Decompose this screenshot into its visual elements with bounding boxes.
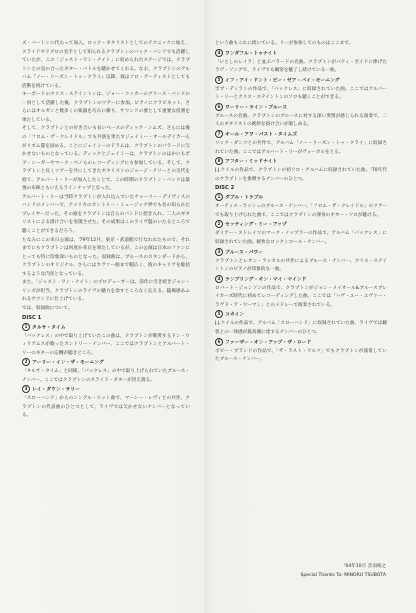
body-paragraph: 「バックレス」の中で取り上げていたこの曲は、クラプトンが敬愛するドン・ウィリアムスが歌ったカントリー・ナンバー。ここではクラプトンとアルバート・リーのギターの応酬が聴きどころ。 [22,333,190,356]
left-column [22,40,190,421]
body-paragraph: ズ・バートンに代わって加入。ロック・ギタリストとしてのテクニックに加え、スライドやドブロの名手として知られるクラプトンのバック・バンドでも活躍していたが、この「ジャスト・ワン・ナイト」に収められたステージでは、クラプトンとの息の合ったギター・バトルを聴かせてくれる。なお、クラプトンのアルバム『ノー・リーズン・トゥ・クライ』以降、彼はソロ・アーティストとしても活動を続けている。 [22,41,190,89]
body-paragraph: 「いとしのレイラ」と並ぶバラードの名曲。クラプトンがパティ・ボイドに捧げたラヴ・ソングで、ライヴでも観客を魅了し続けている一曲。 [215,59,387,74]
track-title-text: ランブリング・オン・マイ・マインド [225,277,307,283]
track-title [215,310,387,320]
body-paragraph: オーティス・ラッシュのブルース・ナンバー。「フロム・ザ・クレイドル」のツアーでも取り上げられた曲で、ここではクラプトンの渾身のギター・ソロが聴ける。 [215,204,387,218]
track-number: 1 [22,323,30,331]
track-number: 4 [215,49,223,57]
track-number: 3 [215,248,223,256]
track-title [215,275,387,285]
track-title [22,358,190,368]
body-paragraph: 「スローハンド」からのシングル・ヒット曲で、マーシー・レヴィとの共作。クラプトンの代表曲のひとつとして、ライヴでは欠かせないナンバーとなっている。 [22,396,190,419]
track-number: 7 [215,130,223,138]
body-paragraph: リック・ダンコとの共作で、アルバム「ノー・リーズン・トゥ・クライ」に収録されていた曲。ここではアルバート・リーがヴォーカルをとる。 [215,141,387,155]
track-title [215,220,387,230]
body-paragraph: ダイアー・ストレイツのマーク・ノップラーの作品で、アルバム「バックレス」に収録されていた曲。軽快なロックンロール・ナンバー。 [215,231,387,245]
track-number: 5 [215,310,223,318]
track-title-text: セッティング・ミー・アップ [225,222,287,228]
track-number: 2 [22,358,30,366]
body-paragraph: キーボードのクリス・ステイントンは、ジョー・コッカーのグリース・バンドの一員として活躍した後、クラプトンのツアーに参加。ピアノにクラビネット、さらにはオルガンと数多くの楽器を巧みに操り、サウンドの要として重要な役割を果たしている。 [22,92,190,123]
track-title [215,193,387,203]
track-title [22,323,190,333]
track-number: 5 [215,76,223,84]
signature-thanks: Special Thanks To: MINORU TSUBOTA [300,573,386,578]
track-title [215,76,387,86]
track-title-text: アフター・ミッドナイト [225,159,278,165]
body-paragraph: また、「ジャスト・ワン・ナイト」のプロデューサーは、前作に引き続きジョン・リンズが担当。クラプトンのライヴの魅力を余すところなく伝える、臨場感あふれるサウンドに仕上げている。 [22,280,190,303]
body-paragraph: ボブ・ディランの作品で、「バックレス」に収録されていた曲。ここではアルバート・リーとクリス・ステイントンのソロも聴くことができる。 [215,86,387,101]
body-paragraph: では、収録曲について。 [22,305,73,311]
body-paragraph: ブルースの名曲。クラプトンのブルースに対する深い愛情が感じられる演奏で、二人のギタリストの絶妙な掛け合いが楽しめる。 [215,113,387,128]
disc-heading: DISC 2 [215,185,235,192]
body-paragraph: そして、クラプトンとの付き合いも長いベースのディック・シムズ、さらには後の「フロム・ザ・クレイドル」でも共演を果たすジェイミー・オールデイカーらがリズム隊を固める。ことにジェイミーのドラムは、クラプトンのバラードに欠かせないものとなっている。ディックとジェイミーは、クラプトンのほかにもボブ・シーガーやマーク・ベノらのレコーディングにも参加している。そして、クラプトンと長くツアーを共にしてきたギタリストのジョージ・テリーとの交代を経て、アルバート・リーが加入したことで、この時期のクラプトン・バンドは最強の布陣ともいえるラインナップとなった。 [22,126,190,192]
track-number: 6 [215,103,223,111]
track-title [215,103,387,113]
track-title-text: オール・アワ・パスト・タイムズ [225,132,298,138]
track-title-text: ワンダフル・トゥナイト [225,51,278,57]
track-title [215,338,387,348]
track-title [215,130,387,140]
body-paragraph: ちなみにこの来日公演は、'79年12月、東京・武道館で行なわれたもので、それまでにもクラプトンは何度か来日を果たしているが、この公演は日本のファンにとっても特に印象深いものとなった。収録曲は、ブルースのスタンダードから、クラプトンのオリジナル、さらにはカヴァー曲まで幅広く、彼のキャリアを総括するような内容となっている。 [22,237,190,277]
track-title [22,385,190,395]
track-number: 6 [215,338,223,346]
track-title-text: アーリー・イン・ザ・モーニング [32,360,104,366]
body-paragraph: ボビー・ブランドの作品で、「ザ・ラスト・ワルツ」でもクラプトンが演奏していたブルース・ナンバー。 [215,348,387,363]
body-paragraph: J.J.ケイルの作品で、クラプトンの初ソロ・アルバムに収録されていた曲。'70年代のクラプトンを象徴するナンバーのひとつ。 [215,168,387,182]
track-title-text: コカイン [225,312,245,318]
track-number: 2 [215,220,223,228]
track-title-text: ダブル・トラブル [225,195,264,201]
track-title-text: レイ・ダウン・サリー [32,387,80,393]
body-paragraph: 「タルサ・タイム」と同様、「バックレス」の中で取り上げられていたブルース・ナンバー。ここではクラプトンのスライド・ギターが冴え渡る。 [22,369,190,383]
page-fold [205,0,206,613]
right-column [215,40,387,365]
body-paragraph: クラプトンとレオン・ラッセルの共作によるブルース・ナンバー。クリス・ステイントンのピアノが印象的な一曲。 [215,258,387,273]
body-paragraph: ロバート・ジョンソンの作品で、クラプトンがジョン・メイオール&ブルースブレイカーズ時代に初めてレコーディングした曲。ここでは「ハヴ・ユー・エヴァー・ラヴド・ア・ウーマン」とのメドレーで演奏されている。 [215,285,387,308]
signature-date-author: '94年10月 音羽裕之 [344,564,386,569]
track-title-text: ブルース・パワー [225,250,264,256]
track-title [215,49,387,59]
track-title-text: ファーザー・オン・アップ・ザ・ロード [225,340,312,345]
body-paragraph: J.J.ケイルの作品で、アルバム「スローハンド」に収録されていた曲。ライヴでは観客との一体感が最高潮に達するナンバーのひとつ。 [215,321,387,335]
track-title [215,157,387,167]
track-number: 1 [215,193,223,201]
track-title-text: タルサ・タイム [32,325,66,330]
track-title-text: ワーリー・ライン・ブルース [225,105,288,111]
body-paragraph: アルバート・リーは当時クラプトンが入れ込んでいたチャーリー・デイヴィスのバンドのメンバーで、アメリカのカントリー・ミュージック界でも名の知られたプレイヤーだった。その彼をクラプトンは自らのバンドに招き入れ、二人のギタリストによる掛け合いを実現させた。その成果はこのライヴ盤のいたるところで聴くことができるだろう。 [22,194,190,235]
track-title-text: イフ・アイ・ドント・ビー・ゼア・バイ・モーニング [225,78,340,84]
track-title [215,248,387,258]
body-paragraph: という曲もこれに続いている。リーが参加してのものはここまで。 [215,41,354,46]
disc-heading: DISC 1 [22,314,42,321]
track-number: 3 [22,385,30,393]
track-number: 4 [215,275,223,283]
track-number: 8 [215,157,223,165]
